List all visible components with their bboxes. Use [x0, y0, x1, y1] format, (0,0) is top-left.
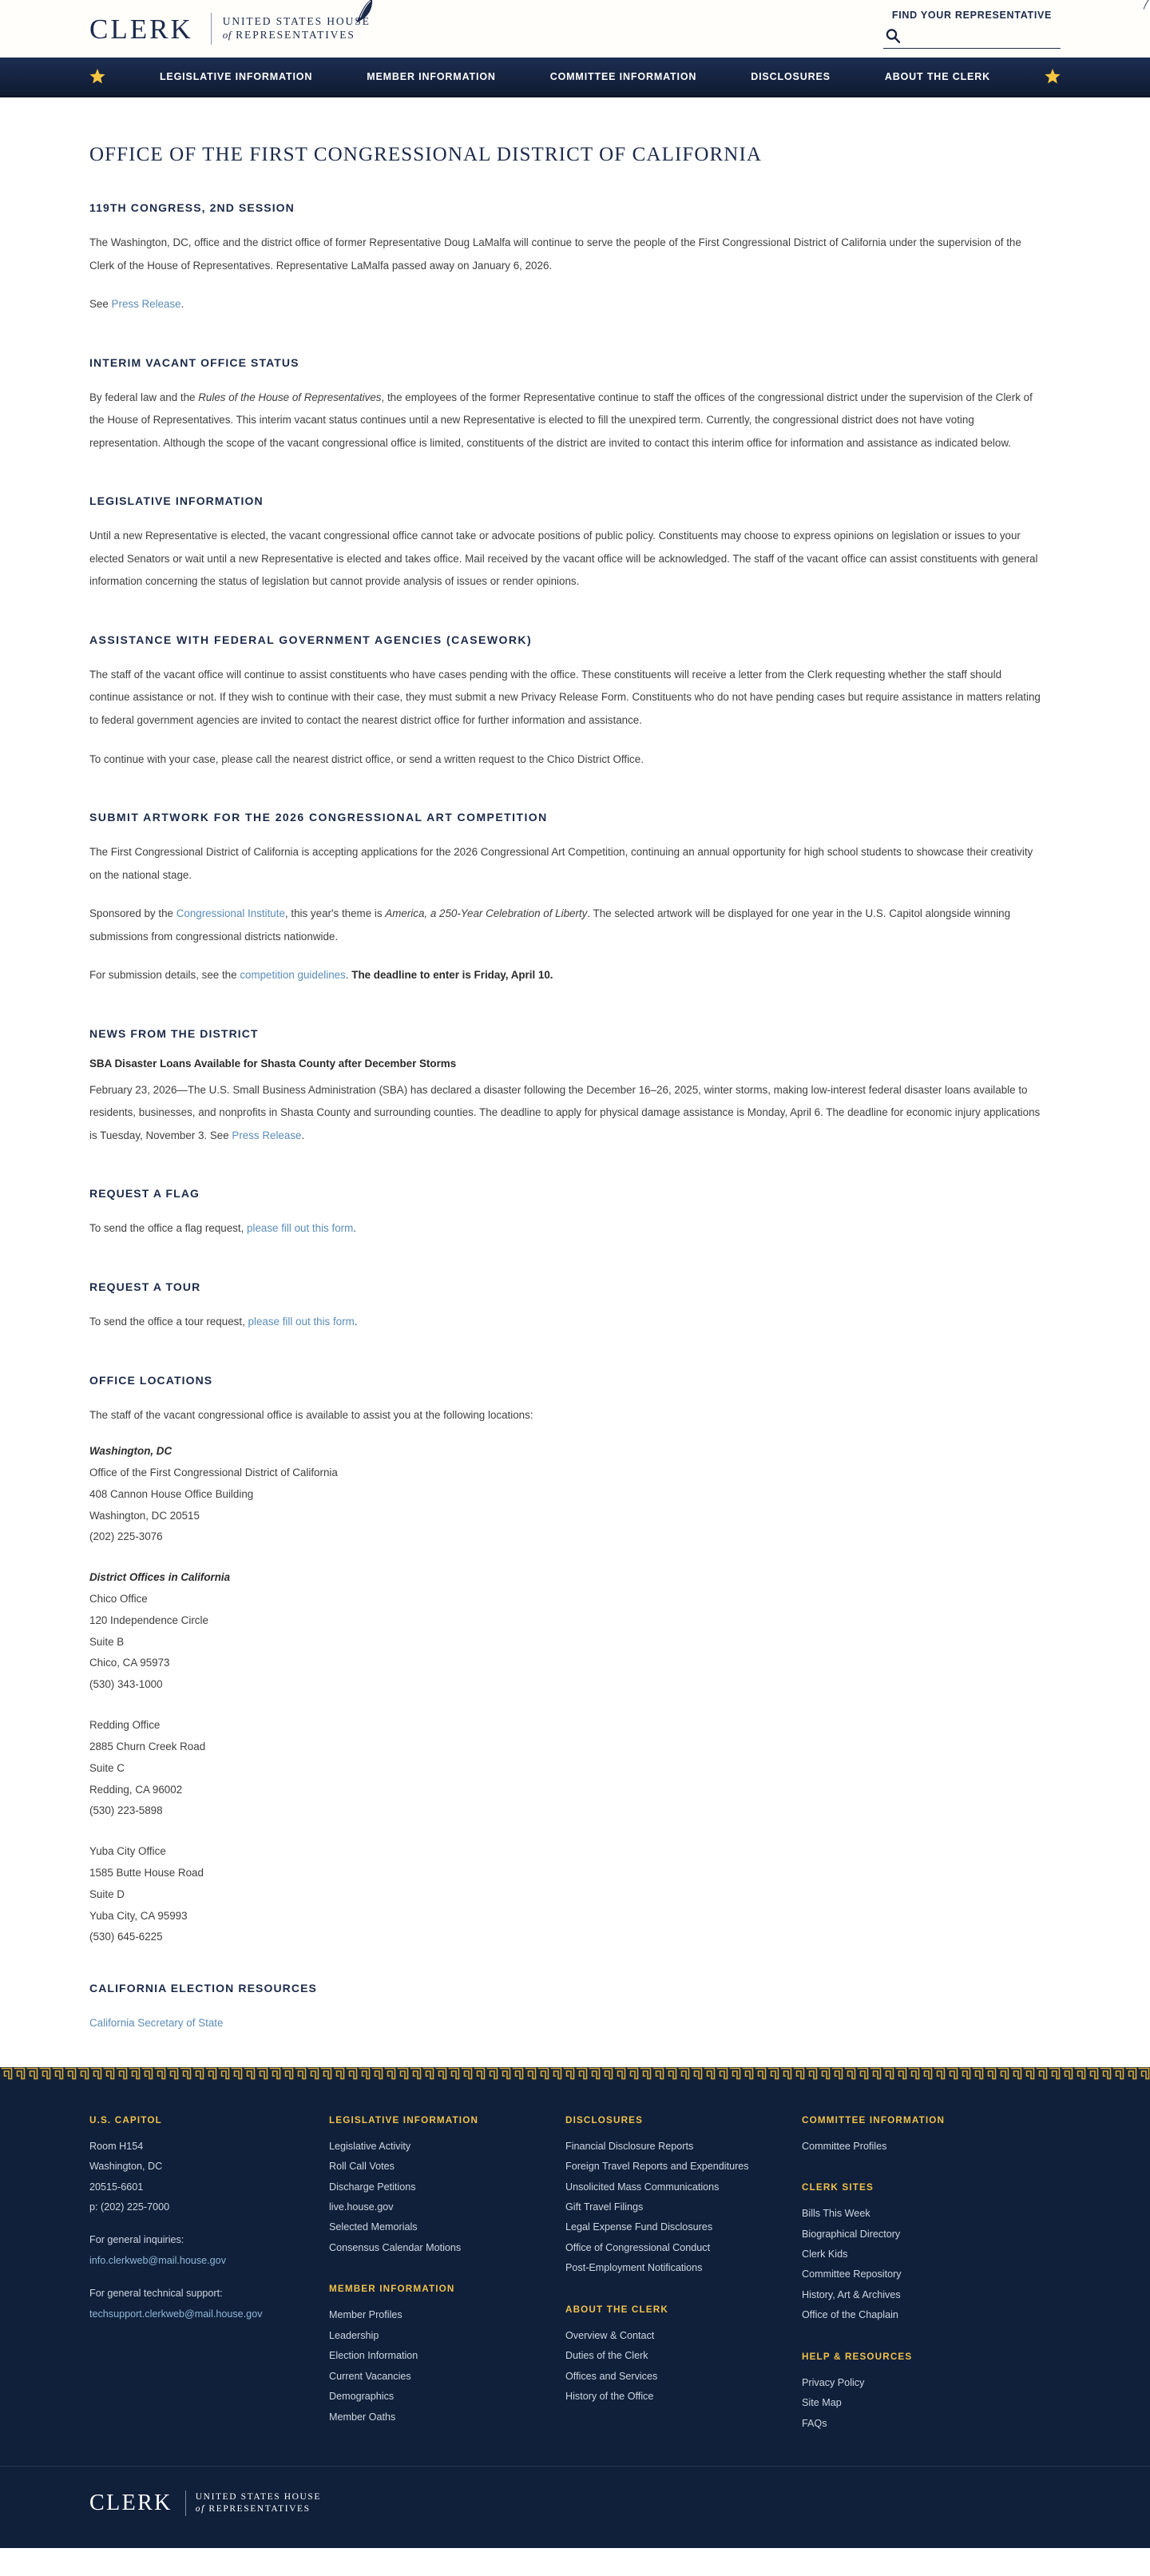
address-line: (202) 225-3076 — [89, 1530, 163, 1543]
logo-line-2 — [223, 29, 371, 42]
footer-link-legislative-activity[interactable]: Legislative Activity — [329, 2140, 411, 2152]
tour-text-a: To send the office a tour request, — [89, 1316, 248, 1328]
art-theme-italic: America, a 250-Year Celebration of Liberty — [385, 907, 588, 920]
footer-link-office-of-congressional-conduct[interactable]: Office of Congressional Conduct — [565, 2241, 711, 2253]
address-line: 2885 Churn Creek Road — [89, 1740, 206, 1752]
logo-wordmark: CLERK — [89, 13, 193, 45]
address-line: (530) 645-6225 — [89, 1931, 163, 1943]
address-line: 1585 Butte House Road — [89, 1866, 204, 1879]
flag-text-a: To send the office a flag request, — [89, 1222, 248, 1235]
footer-link-election-information[interactable]: Election Information — [329, 2350, 418, 2362]
quill-icon — [355, 0, 375, 24]
art-text-a: Sponsored by the — [89, 907, 176, 920]
nav-item-member-information[interactable]: MEMBER INFORMATION — [367, 70, 496, 82]
footer-logo-representatives: REPRESENTATIVES — [208, 2504, 311, 2514]
footer-heading-legislative-information: LEGISLATIVE INFORMATION — [329, 2114, 479, 2125]
footer-link-foreign-travel-reports[interactable]: Foreign Travel Reports and Expenditures — [565, 2161, 749, 2173]
footer-inquiries-label: For general inquiries: — [89, 2234, 184, 2246]
footer-logo[interactable] — [89, 2491, 321, 2516]
footer-heading-about-the-clerk: ABOUT THE CLERK — [565, 2304, 668, 2315]
section-heading-art-competition: SUBMIT ARTWORK FOR THE 2026 CONGRESSIONAL ART COMPETITION — [89, 811, 548, 824]
footer-link-committee-repository[interactable]: Committee Repository — [802, 2268, 902, 2280]
address-line: Suite B — [89, 1635, 125, 1648]
see-prefix: See — [89, 298, 112, 311]
address-line: 120 Independence Circle — [89, 1613, 208, 1626]
logo-of: of — [222, 29, 232, 41]
flag-request-text — [89, 1217, 1044, 1240]
address-line: (530) 223-5898 — [89, 1804, 163, 1817]
footer-link-history-of-the-office[interactable]: History of the Office — [565, 2391, 654, 2403]
footer-support-email-link[interactable]: techsupport.clerkweb@mail.house.gov — [89, 2308, 263, 2320]
office-address-chico — [89, 1567, 1061, 1696]
footer-link-post-employment-notifications[interactable]: Post-Employment Notifications — [565, 2262, 703, 2274]
art-deadline-bold: The deadline to enter is Friday, April 10. — [351, 969, 553, 982]
footer-link-legal-expense-fund-disclosures[interactable]: Legal Expense Fund Disclosures — [565, 2221, 713, 2233]
news-item-body — [89, 1079, 1044, 1148]
news-item-title: SBA Disaster Loans Available for Shasta County after December Storms — [89, 1057, 457, 1070]
address-line: Yuba City Office — [89, 1845, 166, 1858]
footer-link-discharge-petitions[interactable]: Discharge Petitions — [329, 2181, 416, 2193]
logo-divider — [211, 13, 212, 45]
footer-capitol-line: 20515-6601 — [89, 2181, 144, 2193]
site-logo[interactable] — [89, 6, 371, 51]
news-press-release-link[interactable]: Press Release — [232, 1129, 302, 1141]
see-suffix: . — [180, 298, 184, 311]
address-line: Washington, DC 20515 — [89, 1509, 200, 1522]
news-text-b: . — [301, 1129, 305, 1141]
footer-heading-committee-information: COMMITTEE INFORMATION — [802, 2114, 946, 2125]
news-text-a: February 23, 2026—The U.S. Small Business Administration (SBA) has declared a disaster following the December 16–26, 2025, winter storms, making low-interest federal disaster loans available to residents, businesses, and nonprofits in Shasta County and surrounding counties. The deadline to apply for physical damage assistance is Monday, April 6. The deadline for economic injury applications is Tuesday, November 3. See — [89, 1083, 1041, 1141]
quill-icon — [1139, 0, 1150, 14]
section-heading-request-flag: REQUEST A FLAG — [89, 1187, 200, 1201]
address-line: Office of the First Congressional District of California — [89, 1466, 338, 1479]
footer-heading-disclosures: DISCLOSURES — [565, 2114, 644, 2125]
footer-link-privacy-policy[interactable]: Privacy Policy — [802, 2376, 865, 2388]
nav-item-about-the-clerk[interactable]: ABOUT THE CLERK — [884, 70, 991, 82]
flag-form-link[interactable]: please fill out this form — [247, 1222, 354, 1235]
art-paragraph-2 — [89, 903, 1044, 948]
office-address-yuba-city — [89, 1841, 1061, 1948]
footer-link-consensus-calendar-motions[interactable]: Consensus Calendar Motions — [329, 2241, 462, 2253]
footer-link-member-oaths[interactable]: Member Oaths — [329, 2411, 396, 2423]
footer-link-leadership[interactable]: Leadership — [329, 2329, 379, 2341]
logo-representatives: REPRESENTATIVES — [236, 29, 355, 41]
footer-heading-member-information: MEMBER INFORMATION — [329, 2284, 455, 2295]
footer-link-clerk-kids[interactable]: Clerk Kids — [802, 2249, 848, 2260]
nav-item-disclosures[interactable]: DISCLOSURES — [751, 70, 831, 82]
section-heading-legislative-information: LEGISLATIVE INFORMATION — [89, 494, 264, 508]
address-line: 408 Cannon House Office Building — [89, 1487, 254, 1500]
address-line: Suite D — [89, 1887, 125, 1900]
footer-link-offices-and-services[interactable]: Offices and Services — [565, 2370, 658, 2382]
election-resources-links — [89, 2012, 1044, 2035]
nav-item-legislative-information[interactable]: LEGISLATIVE INFORMATION — [159, 70, 313, 82]
footer-logo-divider — [185, 2491, 186, 2516]
page-title: OFFICE OF THE FIRST CONGRESSIONAL DISTRICT OF CALIFORNIA — [89, 144, 763, 165]
search-icon[interactable] — [885, 28, 901, 44]
footer-link-history-art-archives[interactable]: History, Art & Archives — [802, 2288, 901, 2300]
greek-key-divider — [0, 2067, 1150, 2080]
find-your-representative — [883, 10, 1061, 49]
footer-capitol-line: p: (202) 225-7000 — [89, 2201, 170, 2213]
section-heading-office-locations: OFFICE LOCATIONS — [89, 1373, 213, 1387]
footer-link-bills-this-week[interactable]: Bills This Week — [802, 2208, 870, 2220]
interim-paragraph — [89, 387, 1044, 455]
footer-link-overview-contact[interactable]: Overview & Contact — [565, 2329, 655, 2341]
rules-of-the-house-italic: Rules of the House of Representatives — [198, 391, 382, 403]
press-release-link[interactable]: Press Release — [111, 298, 181, 311]
footer-link-roll-call-votes[interactable]: Roll Call Votes — [329, 2161, 395, 2173]
footer-logo-subtitle — [196, 2491, 321, 2515]
art-paragraph-3 — [89, 964, 1044, 987]
footer-link-current-vacancies[interactable]: Current Vacancies — [329, 2370, 411, 2382]
star-icon — [1045, 69, 1061, 84]
interim-text-b: , the employees of the former Representative continue to staff the offices of the congressional district under the supervision of the Clerk of the House of Representatives. This interim vacant status continues until a new Representative is elected to fill the unexpired term. Currently, the congressional district does not have voting representation. Although the scope of the vacant congressional office is limited, constituents of the district are invited to contact this interim office for information and assistance as indicated below. — [89, 391, 1033, 449]
congress-paragraph: The Washington, DC, office and the district office of former Representative Doug LaMalfa will continue to serve the people of the First Congressional District of California under the supervision of the Clerk of the House of Representatives. Representative LaMalfa passed away on January 6, 2026. — [89, 236, 1021, 272]
address-line: Redding, CA 96002 — [89, 1783, 183, 1796]
office-locations-intro: The staff of the vacant congressional office is available to assist you at the following locations: — [89, 1408, 533, 1421]
site-footer — [0, 2080, 1150, 2466]
footer-bottom — [0, 2466, 1150, 2548]
section-heading-election-resources: CALIFORNIA ELECTION RESOURCES — [89, 1982, 317, 1995]
section-heading-congress: 119TH CONGRESS, 2ND SESSION — [89, 201, 295, 214]
footer-logo-line-1: UNITED STATES HOUSE — [195, 2492, 322, 2503]
footer-column-committee — [802, 2115, 1061, 2434]
office-address-redding — [89, 1715, 1061, 1822]
footer-heading-help-resources: HELP & RESOURCES — [802, 2351, 913, 2362]
address-line: (530) 343-1000 — [89, 1678, 163, 1691]
footer-link-unsolicited-mass-communications[interactable]: Unsolicited Mass Communications — [565, 2181, 720, 2193]
footer-link-selected-memorials[interactable]: Selected Memorials — [329, 2221, 418, 2233]
greek-key-pattern — [0, 2067, 1150, 2080]
art-text-c: . The selected artwork will be displayed for one year in the U.S. Capitol alongside winning submissions from congressional districts nationwide. — [89, 907, 1011, 943]
footer-link-office-of-the-chaplain[interactable]: Office of the Chaplain — [802, 2309, 898, 2321]
find-rep-label: FIND YOUR REPRESENTATIVE — [891, 10, 1053, 21]
search-input[interactable] — [901, 30, 1061, 42]
footer-link-committee-profiles[interactable]: Committee Profiles — [802, 2140, 887, 2152]
art-text-e: . — [345, 969, 352, 982]
casework-paragraph-2: To continue with your case, please call the nearest district office, or send a written request to the Chico District Office. — [89, 752, 644, 765]
address-line: Chico Office — [89, 1593, 148, 1605]
footer-inquiries-email-link[interactable]: info.clerkweb@mail.house.gov — [89, 2254, 226, 2266]
footer-logo-line-2 — [196, 2503, 321, 2515]
footer-link-gift-travel-filings[interactable]: Gift Travel Filings — [565, 2201, 644, 2213]
address-heading-district-offices: District Offices in California — [89, 1571, 231, 1584]
art-paragraph-1: The First Congressional District of California is accepting applications for the 2026 Congressional Art Competition, continuing an annual opportunity for high school students to showcase their creativity on the national stage. — [89, 846, 1033, 881]
footer-link-biographical-directory[interactable]: Biographical Directory — [802, 2228, 901, 2240]
footer-link-financial-disclosure-reports[interactable]: Financial Disclosure Reports — [565, 2140, 694, 2152]
star-icon — [89, 69, 105, 84]
nav-item-committee-information[interactable]: COMMITTEE INFORMATION — [549, 70, 697, 82]
art-text-b: , this year's theme is — [284, 907, 386, 920]
footer-link-site-map[interactable]: Site Map — [802, 2397, 842, 2409]
logo-line-1: UNITED STATES HOUSE — [222, 15, 371, 28]
section-heading-request-tour: REQUEST A TOUR — [89, 1280, 201, 1294]
footer-support-label: For general technical support: — [89, 2288, 223, 2300]
footer-capitol-line: Room H154 — [89, 2140, 144, 2152]
section-heading-news: NEWS FROM THE DISTRICT — [89, 1026, 259, 1040]
footer-logo-of: of — [195, 2504, 205, 2514]
footer-link-live-house-gov[interactable]: live.house.gov — [329, 2201, 394, 2213]
footer-column-legislative — [329, 2115, 565, 2434]
legislative-paragraph: Until a new Representative is elected, the vacant congressional office cannot take or advocate positions of public policy. Constituents may choose to express opinions on legislation or issues to your elected Senators or wait until a new Representative is elected and takes office. Mail received by the vacant office will be acknowledged. The staff of the vacant office can assist constituents with general information concerning the status of legislation but cannot provide analysis of issues or render opinions. — [89, 530, 1038, 588]
office-address-washington-dc — [89, 1441, 1061, 1548]
footer-link-member-profiles[interactable]: Member Profiles — [329, 2309, 402, 2321]
competition-guidelines-link[interactable]: competition guidelines — [240, 969, 346, 982]
tour-form-link[interactable]: please fill out this form — [248, 1316, 355, 1328]
footer-column-capitol — [89, 2115, 329, 2434]
congressional-institute-link[interactable]: Congressional Institute — [176, 907, 285, 920]
footer-link-faqs[interactable]: FAQs — [802, 2417, 827, 2429]
address-line: Chico, CA 95973 — [89, 1657, 170, 1669]
flag-text-b: . — [353, 1222, 356, 1235]
tour-request-text — [89, 1311, 1044, 1334]
address-heading-dc: Washington, DC — [89, 1445, 172, 1458]
footer-link-duties-of-the-clerk[interactable]: Duties of the Clerk — [565, 2350, 648, 2362]
address-line: Suite C — [89, 1761, 125, 1774]
footer-link-demographics[interactable]: Demographics — [329, 2391, 395, 2403]
address-line: Yuba City, CA 95993 — [89, 1909, 188, 1922]
main-content — [89, 97, 1061, 2067]
tour-text-b: . — [354, 1316, 358, 1328]
section-heading-interim-status: INTERIM VACANT OFFICE STATUS — [89, 355, 299, 369]
congress-press-release-line — [89, 293, 1044, 316]
find-rep-field[interactable] — [883, 25, 1061, 49]
california-secretary-of-state-link[interactable]: California Secretary of State — [89, 2017, 224, 2030]
art-text-d: For submission details, see the — [89, 969, 240, 982]
address-line: Redding Office — [89, 1719, 161, 1732]
interim-text-a: By federal law and the — [89, 391, 199, 403]
footer-heading-us-capitol: U.S. CAPITOL — [89, 2114, 162, 2125]
footer-capitol-line: Washington, DC — [89, 2161, 163, 2173]
footer-heading-clerk-sites: CLERK SITES — [802, 2182, 874, 2193]
casework-paragraph-1: The staff of the vacant office will continue to assist constituents who have cases pending with the office. These constituents will receive a letter from the Clerk requesting whether the staff should continue assistance or not. If they wish to continue with their case, they must submit a new Privacy Release Form. Constituents who do not have pending cases but require assistance in matters relating to federal government agencies are invited to contact the nearest district office for further information and assistance. — [89, 668, 1041, 727]
logo-subtitle — [223, 15, 371, 42]
primary-navigation — [0, 58, 1150, 97]
footer-column-disclosures — [565, 2115, 802, 2434]
site-header — [0, 0, 1150, 58]
section-heading-casework: ASSISTANCE WITH FEDERAL GOVERNMENT AGENCIES (CASEWORK) — [89, 633, 533, 646]
footer-logo-wordmark: CLERK — [89, 2491, 172, 2516]
